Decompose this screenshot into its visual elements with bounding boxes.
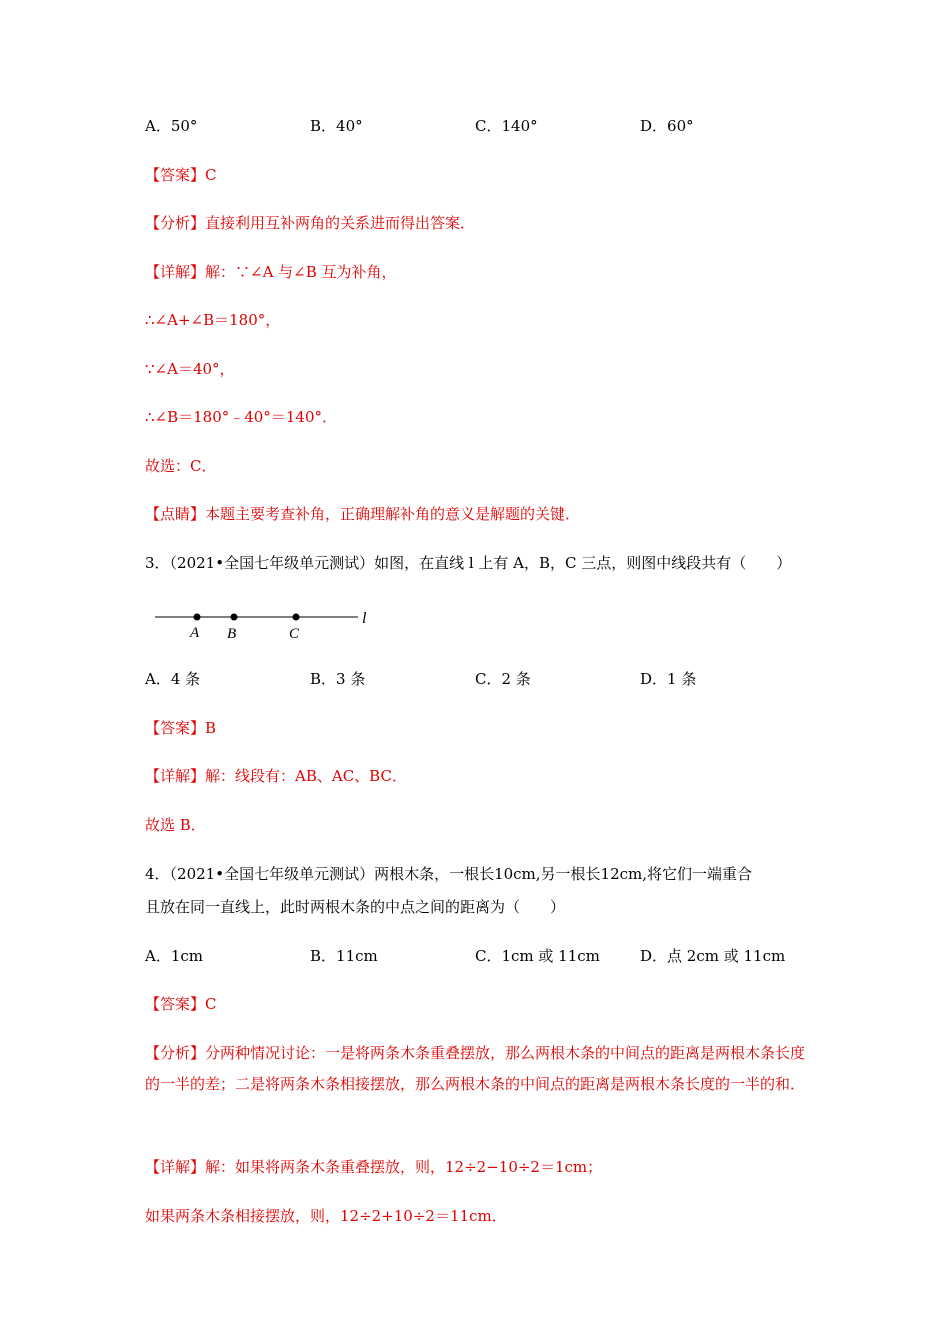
- q3-answer: 【答案】B: [145, 719, 217, 737]
- q4-analysis: 【分析】分两种情况讨论：一是将两条木条重叠摆放，那么两根木条的中间点的距离是两根木条长度的一半的差；二是将两条木条相接摆放，那么两根木条的中间点的距离是两根木条长度的一半的和．: [145, 1044, 806, 1093]
- point-a-label: A: [190, 625, 200, 641]
- q2-comment: 【点睛】本题主要考查补角，正确理解补角的意义是解题的关键．: [145, 505, 581, 523]
- q2-analysis: 【分析】直接利用互补两角的关系进而得出答案．: [145, 214, 476, 232]
- point-a-dot: [194, 614, 201, 621]
- q2-option-c: C．140°: [475, 117, 538, 135]
- q4-option-d: D．点 2cm 或 11cm: [640, 947, 786, 965]
- q4-option-c: C．1cm 或 11cm: [475, 947, 600, 965]
- point-c-dot: [293, 614, 300, 621]
- q3-option-a: A．4 条: [145, 670, 201, 688]
- q4-question-line-2: 且放在同一直线上，此时两根木条的中点之间的距离为（ ）: [145, 898, 566, 916]
- q2-answer: 【答案】C: [145, 166, 217, 184]
- line-label: l: [362, 610, 367, 627]
- q3-detail-line-1: 【详解】解：线段有：AB、AC、BC．: [145, 767, 407, 785]
- q2-detail-line-2: ∴∠A+∠B＝180°，: [145, 311, 281, 329]
- q4-question-line-1: 4．（2021•全国七年级单元测试）两根木条，一根长10cm,另一根长12cm,将它们一端重合: [145, 865, 753, 883]
- point-b-label: B: [227, 626, 237, 642]
- q4-option-a: A．1cm: [145, 947, 204, 965]
- q2-option-a: A．50°: [145, 117, 198, 135]
- q4-detail-line-2: 如果两条木条相接摆放，则，12÷2+10÷2＝11cm．: [145, 1207, 507, 1225]
- q4-answer: 【答案】C: [145, 995, 217, 1013]
- q2-detail-line-4: ∴∠B＝180°﹣40°＝140°．: [145, 408, 337, 426]
- q2-detail-line-1: 【详解】解：∵∠A 与∠B 互为补角，: [145, 263, 397, 281]
- q4-option-b: B．11cm: [310, 947, 378, 965]
- q3-option-b: B．3 条: [310, 670, 366, 688]
- q2-option-d: D．60°: [640, 117, 694, 135]
- q3-line-figure: [150, 603, 380, 643]
- q2-option-b: B．40°: [310, 117, 363, 135]
- q4-detail-line-1: 【详解】解：如果将两条木条重叠摆放，则，12÷2−10÷2＝1cm；: [145, 1158, 603, 1176]
- point-b-dot: [231, 614, 238, 621]
- q3-option-d: D．1 条: [640, 670, 697, 688]
- point-c-label: C: [289, 626, 300, 642]
- q2-detail-line-5: 故选：C．: [145, 457, 217, 475]
- q3-option-c: C．2 条: [475, 670, 531, 688]
- q3-question: 3．（2021•全国七年级单元测试）如图，在直线 l 上有 A，B，C 三点，则图中线段共有（ ）: [145, 554, 792, 572]
- q2-detail-line-3: ∵∠A＝40°，: [145, 360, 235, 378]
- q3-detail-line-2: 故选 B．: [145, 816, 206, 834]
